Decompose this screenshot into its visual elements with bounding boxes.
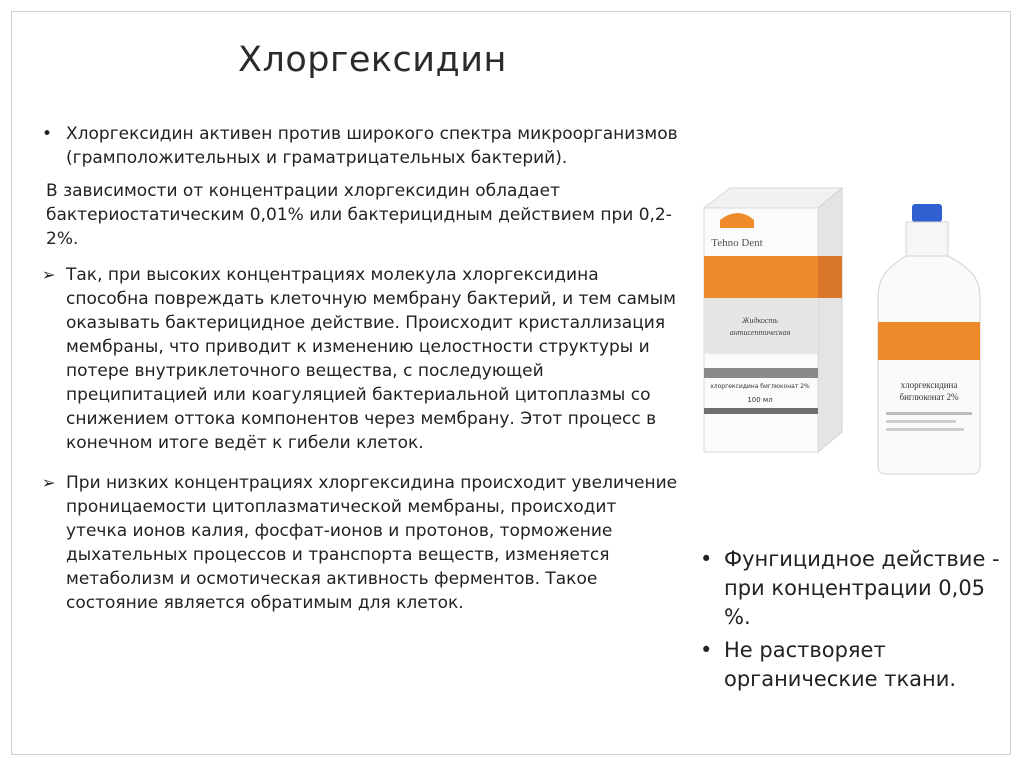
bullet-text: Не растворяет органические ткани.: [724, 638, 957, 691]
bottle-label-1: хлоргексидина: [900, 380, 958, 390]
box-label-1: Жидкость: [742, 316, 778, 325]
bottle-label-2: биглюконат 2%: [899, 392, 959, 402]
box-label-2: антисептическая: [729, 328, 791, 337]
box-ingredient: хлоргексидина биглюконат 2%: [710, 383, 810, 390]
bullet-spectrum: [40, 122, 680, 170]
bullet-text: Так, при высоких концентрациях молекула хлоргексидина способна повреждать клеточную мембрану бактерий, и тем самым оказывать бактерицидное действие. Происходит кристаллизация мембраны, что приводит к изменению целостности структуры и потере внутриклеточного вещества, с последующей преципитацией или коагуляцией бактериальной цитоплазмы со снижением оттока компонентов через мембрану. Этот процесс в конечном итоге ведёт к гибели клеток.: [66, 265, 676, 453]
bullet-text: При низких концентрациях хлоргексидина происходит увеличение проницаемости цитоплазматической мембраны, происходит утечка ионов калия, фосфат-ионов и протонов, торможение дыхательных процессов и транспорта веществ, изменяется метаболизм и осмотическая активность ферментов. Такое состояние является обратимым для клеток.: [66, 473, 678, 613]
bottle-cap: [912, 204, 942, 222]
bullet-text: Фунгицидное действие - при концентрации 0,05 %.: [724, 547, 1000, 629]
paragraph-concentration: [40, 179, 680, 251]
arrow-bullet-icon: ➢: [42, 473, 56, 492]
product-image: [690, 180, 1010, 480]
bullet-dot-icon: •: [700, 638, 713, 662]
bullet-dot-icon: •: [42, 124, 53, 144]
bullet-tissue: [688, 636, 1008, 694]
right-text-column: [688, 545, 1008, 694]
paragraph-text: В зависимости от концентрации хлоргексидин обладает бактериостатическим 0,01% или бактерицидным действием при 0,2-2%.: [46, 181, 672, 249]
arrow-bullet-icon: ➢: [42, 265, 56, 284]
bullet-low-concentration: [40, 471, 680, 615]
bullet-dot-icon: •: [700, 547, 713, 571]
bullet-high-concentration: [40, 263, 680, 455]
bullet-text: Хлоргексидин активен против широкого спектра микроорганизмов (грамположительных и граматрицательных бактерий).: [66, 124, 678, 168]
brand-name: Tehno Dent: [711, 237, 763, 249]
bullet-fungicidal: [688, 545, 1008, 632]
product-box: [704, 188, 842, 452]
slide-title: Хлоргексидин: [238, 40, 507, 80]
box-volume: 100 мл: [747, 396, 773, 404]
product-bottle: [878, 204, 980, 474]
left-text-column: [40, 122, 680, 615]
